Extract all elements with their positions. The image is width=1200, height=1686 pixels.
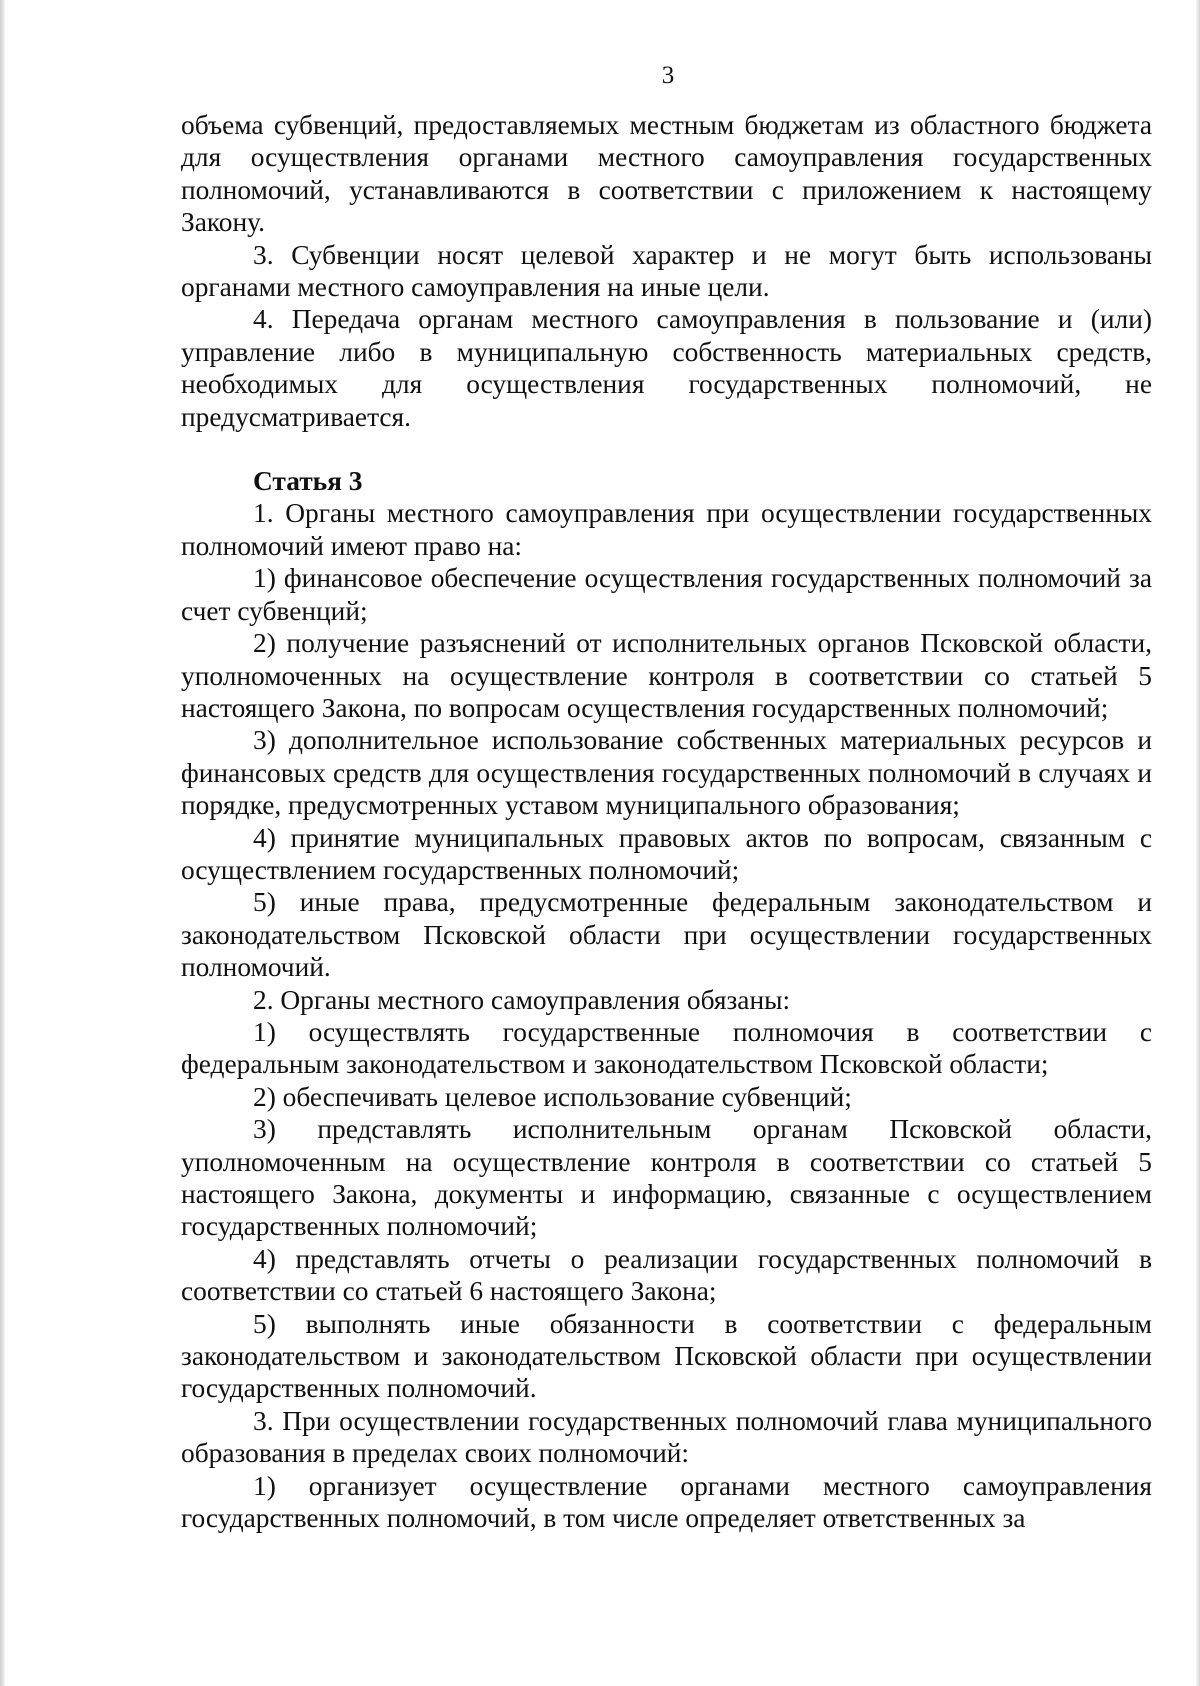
- paragraph: 1. Органы местного самоуправления при осуществлении государственных полномочий имеют право на:: [181, 498, 1152, 561]
- paragraph: 3. Субвенции носят целевой характер и не могут быть использованы органами местного самоуправления на иные цели.: [181, 239, 1152, 303]
- page-number: 3: [661, 62, 675, 89]
- paragraph: 4) представлять отчеты о реализации государственных полномочий в соответствии со статьей 6 настоящего Закона;: [181, 1243, 1152, 1307]
- paragraph: 5) иные права, предусмотренные федеральным законодательством и законодательством Псковской области при осуществлении государственных полномочий.: [181, 887, 1152, 983]
- paragraph: 2. Органы местного самоуправления обязаны:: [253, 984, 791, 1015]
- paragraph: 4) принятие муниципальных правовых актов по вопросам, связанным с осуществлением государственных полномочий;: [181, 822, 1152, 885]
- paragraph: 4. Передача органам местного самоуправления в пользование и (или) управление либо в муниципальную собственность материальных средств, необходимых для осуществления государственных полномочий, не предусматривается.: [181, 304, 1152, 432]
- document-body: [181, 109, 1152, 1534]
- paragraph: 3) представлять исполнительным органам Псковской области, уполномоченным на осуществление контроля в соответствии со статьей 5 настоящего Закона, документы и информацию, связанные с осуществлением государственных полномочий;: [181, 1114, 1152, 1242]
- article-heading: Статья 3: [253, 466, 363, 497]
- paragraph: 2) обеспечивать целевое использование субвенций;: [253, 1081, 852, 1112]
- paragraph: 1) финансовое обеспечение осуществления государственных полномочий за счет субвенций;: [181, 563, 1152, 626]
- paragraph: 2) получение разъяснений от исполнительных органов Псковской области, уполномоченных на осуществление контроля в соответствии со статьей 5 настоящего Закона, по вопросам осуществления государственных полномочий;: [181, 628, 1152, 723]
- scan-edge-right: [1196, 0, 1200, 1686]
- paragraph: 1) организует осуществление органами местного самоуправления государственных полномочий, в том числе определяет ответственных за: [181, 1470, 1152, 1534]
- paragraph: 3. При осуществлении государственных полномочий глава муниципального образования в пределах своих полномочий:: [181, 1405, 1152, 1469]
- scan-edge-left: [0, 0, 5, 1686]
- paragraph: 1) осуществлять государственные полномочия в соответствии с федеральным законодательством и законодательством Псковской области;: [181, 1016, 1152, 1080]
- paragraph: 3) дополнительное использование собственных материальных ресурсов и финансовых средств для осуществления государственных полномочий в случаях и порядке, предусмотренных уставом муниципального образования;: [181, 725, 1152, 821]
- paragraph: 5) выполнять иные обязанности в соответствии с федеральным законодательством и законодательством Псковской области при осуществлении государственных полномочий.: [181, 1308, 1152, 1404]
- paragraph: объема субвенций, предоставляемых местным бюджетам из областного бюджета для осуществления органами местного самоуправления государственных полномочий, устанавливаются в соответствии с приложением к настоящему Закону.: [181, 110, 1152, 238]
